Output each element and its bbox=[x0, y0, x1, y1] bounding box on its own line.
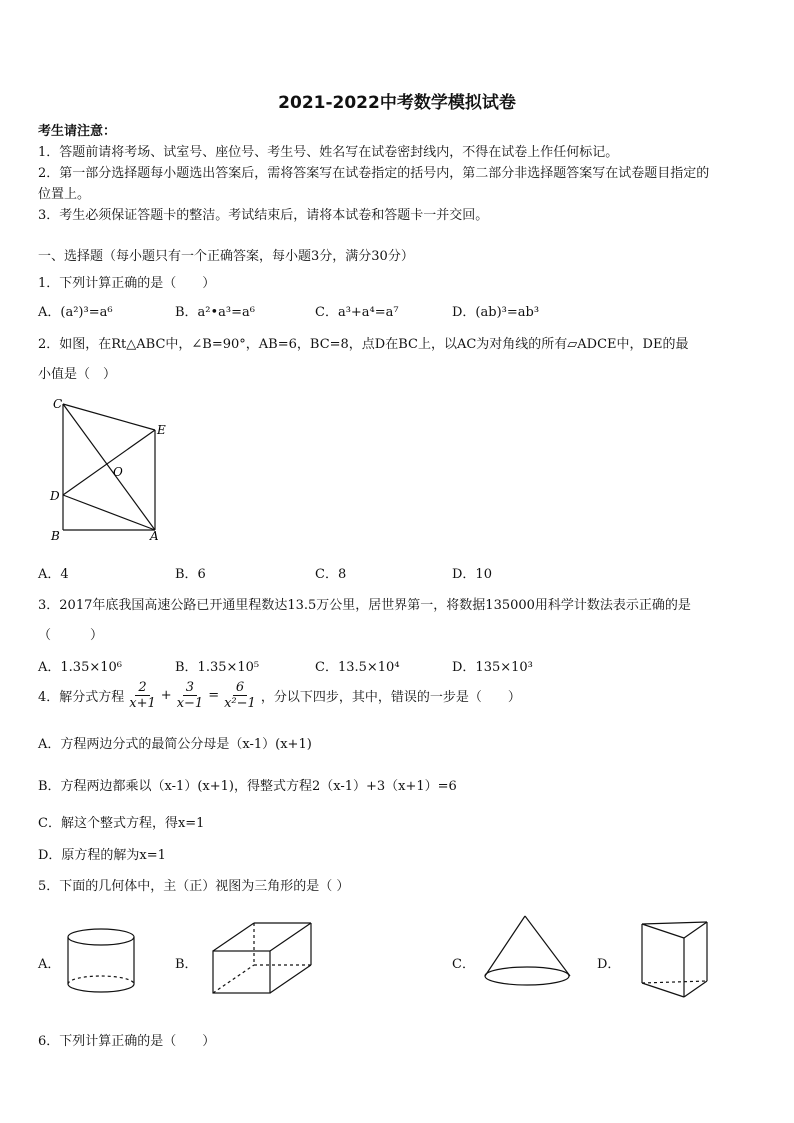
label-o: O bbox=[113, 465, 123, 479]
q4-fraction-2: $\frac{3}{x-1}$ bbox=[176, 680, 204, 711]
q4-fraction-1: $\frac{2}{x+1}$ bbox=[129, 680, 156, 711]
triangular-prism-figure bbox=[636, 916, 716, 1002]
q3-option-d: D．135×10³ bbox=[452, 660, 533, 675]
q5-option-b-label: B． bbox=[175, 957, 198, 972]
q4-suffix: ，分以下四步，其中，错误的一步是（ ） bbox=[260, 690, 521, 705]
q2-diagram bbox=[45, 392, 175, 547]
label-e: E bbox=[157, 423, 166, 437]
q3-stem: 3．2017年底我国高速公路已开通里程数达13.5万公里，居世界第一，将数据135000用科学计数法表示正确的是 bbox=[38, 598, 691, 613]
q6-stem: 6．下列计算正确的是（ ） bbox=[38, 1034, 216, 1049]
segment-da bbox=[63, 495, 155, 530]
q2-stem: 2．如图，在Rt△ABC中，∠B=90°，AB=6，BC=8，点D在BC上，以AC为对角线的所有▱ADCE中，DE的最 bbox=[38, 337, 689, 352]
q4-option-a: A．方程两边分式的最简公分母是（x-1）(x+1) bbox=[38, 737, 312, 752]
q2-option-a: A．4 bbox=[38, 567, 69, 582]
label-a: A bbox=[150, 529, 159, 543]
section-heading: 一、选择题（每小题只有一个正确答案，每小题3分，满分30分） bbox=[38, 249, 414, 264]
notice-item-2-cont: 位置上。 bbox=[38, 187, 91, 202]
q4-option-d: D．原方程的解为x=1 bbox=[38, 848, 166, 863]
segment-de bbox=[63, 430, 155, 495]
q3-option-b: B．1.35×10⁵ bbox=[175, 660, 260, 675]
segment-ce bbox=[63, 404, 155, 430]
q4-option-b: B．方程两边都乘以（x-1）(x+1)，得整式方程2（x-1）+3（x+1）=6 bbox=[38, 779, 457, 794]
cone-figure bbox=[482, 912, 577, 990]
q3-option-a: A．1.35×10⁶ bbox=[38, 660, 122, 675]
label-d: D bbox=[50, 489, 60, 503]
q1-option-a: A．(a²)³=a⁶ bbox=[38, 305, 113, 320]
q2-option-c: C．8 bbox=[315, 567, 347, 582]
q5-option-d-label: D． bbox=[597, 957, 621, 972]
notice-heading: 考生请注意： bbox=[38, 124, 117, 139]
q1-option-d: D．(ab)³=ab³ bbox=[452, 305, 540, 320]
q5-option-a-label: A． bbox=[38, 957, 61, 972]
q1-stem: 1．下列计算正确的是（ ） bbox=[38, 276, 216, 291]
cylinder-figure bbox=[66, 920, 141, 998]
q4-option-c: C．解这个整式方程，得x=1 bbox=[38, 816, 205, 831]
q5-stem: 5．下面的几何体中，主（正）视图为三角形的是（ ） bbox=[38, 879, 350, 894]
q2-stem-cont: 小值是（ ） bbox=[38, 367, 117, 382]
q1-option-c: C．a³+a⁴=a⁷ bbox=[315, 305, 399, 320]
q1-option-b: B．a²•a³=a⁶ bbox=[175, 305, 255, 320]
q4-plus: + bbox=[160, 688, 172, 703]
segment-ca bbox=[63, 404, 155, 530]
q3-option-c: C．13.5×10⁴ bbox=[315, 660, 400, 675]
q5-option-c-label: C． bbox=[452, 957, 475, 972]
q4-stem bbox=[38, 680, 521, 711]
q4-fraction-3: $\frac{6}{\text{x²−1}}$ bbox=[224, 680, 256, 711]
q4-equals: = bbox=[208, 688, 220, 703]
label-c: C bbox=[53, 397, 63, 411]
q3-stem-cont: （ ） bbox=[38, 628, 104, 643]
page-title: 2021-2022中考数学模拟试卷 bbox=[278, 93, 516, 113]
notice-item-3: 3．考生必须保证答题卡的整洁。考试结束后，请将本试卷和答题卡一并交回。 bbox=[38, 208, 489, 223]
q2-option-d: D．10 bbox=[452, 567, 492, 582]
notice-item-1: 1．答题前请将考场、试室号、座位号、考生号、姓名写在试卷密封线内，不得在试卷上作任何标记。 bbox=[38, 145, 619, 160]
q2-option-b: B．6 bbox=[175, 567, 206, 582]
cuboid-figure bbox=[210, 918, 320, 998]
notice-item-2: 2．第一部分选择题每小题选出答案后，需将答案写在试卷指定的括号内，第二部分非选择题答案写在试卷题目指定的 bbox=[38, 166, 710, 181]
label-b: B bbox=[51, 529, 60, 543]
q4-prefix: 4．解分式方程 bbox=[38, 690, 125, 705]
